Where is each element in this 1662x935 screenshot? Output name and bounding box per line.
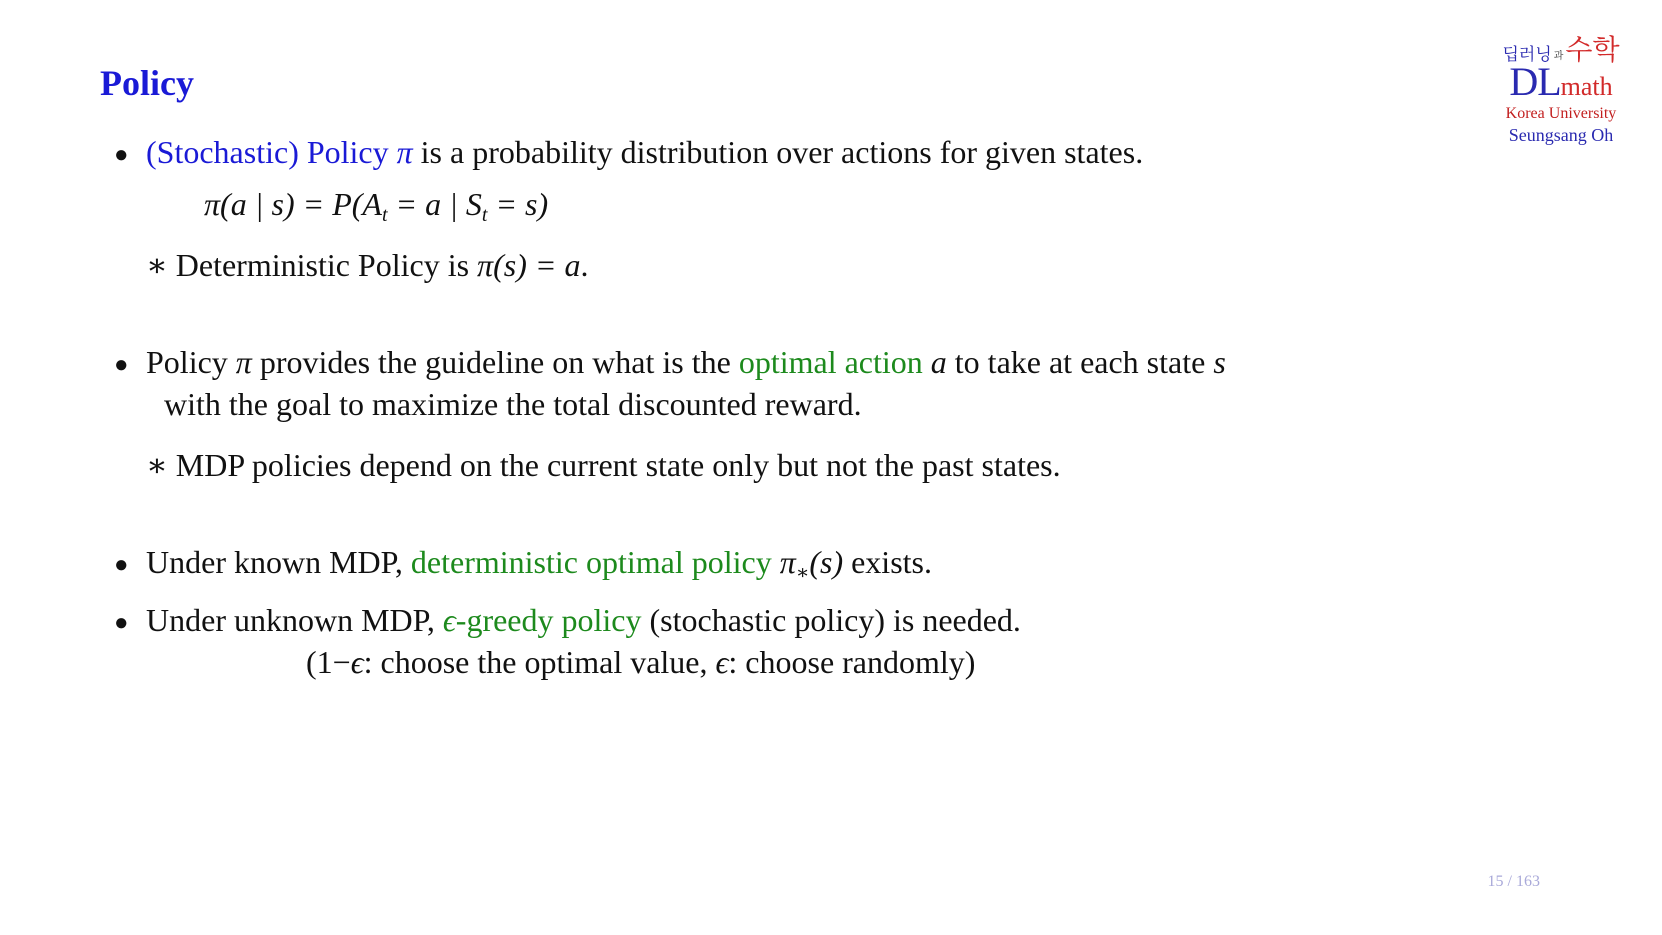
deterministic-note-suffix: .	[580, 247, 589, 283]
bullet-2-mid: provides the guideline on what is the	[259, 344, 731, 380]
bullet-marker-3: ●	[114, 552, 129, 578]
bullet-4-text	[146, 602, 1021, 639]
mdp-note: ∗ MDP policies depend on the current state only but not the past states.	[146, 447, 1061, 483]
logo-university: Korea University	[1505, 105, 1617, 122]
s-variable: s	[1213, 344, 1226, 380]
deterministic-note-prefix: ∗ Deterministic Policy is	[146, 247, 470, 283]
optimal-action-highlight: optimal action	[738, 344, 923, 380]
bullet-marker-2: ●	[114, 352, 129, 378]
pi-star-symbol: π	[779, 544, 796, 580]
logo-dlmath	[1486, 59, 1636, 104]
bullet-3-text	[146, 544, 932, 585]
logo-author: Seungsang Oh	[1508, 125, 1614, 145]
logo-korean-small: 딥러닝	[1502, 45, 1552, 65]
bullet-2-text	[146, 344, 1226, 381]
bullet-marker-1: ●	[114, 142, 129, 168]
continuation-close: : choose randomly)	[728, 644, 976, 680]
bullet-2-continuation: with the goal to maximize the total discounted reward.	[164, 386, 862, 422]
a-variable: a	[930, 344, 947, 380]
epsilon-symbol: ϵ	[442, 602, 456, 638]
stochastic-policy-label: (Stochastic) Policy	[146, 134, 389, 170]
bullet-2-before: Policy	[146, 344, 228, 380]
epsilon-1: ϵ	[350, 644, 364, 680]
pi-symbol-2: π	[235, 344, 252, 380]
pi-star-subscript: ∗	[795, 562, 810, 584]
formula-sub-1: t	[381, 204, 388, 226]
formula-sub-2: t	[481, 204, 488, 226]
bullet-4-before: Under unknown MDP,	[146, 602, 435, 638]
deterministic-note	[146, 246, 588, 284]
bullet-marker-4: ●	[114, 610, 129, 636]
logo-korean-big: 수학	[1565, 33, 1620, 66]
bullet-3-before: Under known MDP,	[146, 544, 403, 580]
bullet-2-after: to take at each state	[954, 344, 1206, 380]
deterministic-note-math: π(s) = a	[477, 247, 581, 283]
deterministic-optimal-policy-highlight: deterministic optimal policy	[410, 544, 772, 580]
logo-dl: DL	[1509, 59, 1561, 104]
epsilon-greedy-highlight: -greedy policy	[455, 602, 642, 638]
bullet-1-description: is a probability distribution over actions for given states.	[420, 134, 1144, 170]
dlmath-logo	[1486, 33, 1636, 145]
logo-math: math	[1560, 72, 1613, 101]
pi-symbol: π	[396, 134, 413, 170]
bullet-4-continuation	[306, 644, 975, 681]
bullet-1-text	[146, 134, 1143, 171]
policy-formula	[204, 186, 548, 227]
bullet-3-after: exists.	[851, 544, 932, 580]
formula-lhs: π(a | s) = P(A	[204, 186, 382, 222]
pi-star-argument: (s)	[809, 544, 844, 580]
continuation-mid: : choose the optimal value,	[363, 644, 708, 680]
page-number: 15 / 163	[1487, 873, 1540, 890]
continuation-open: (1−	[306, 644, 351, 680]
logo-korean-connector: 과	[1553, 51, 1564, 62]
formula-rhs: = s)	[487, 186, 549, 222]
slide-title: Policy	[100, 63, 194, 103]
formula-mid: = a | S	[387, 186, 482, 222]
bullet-4-after: (stochastic policy) is needed.	[649, 602, 1021, 638]
epsilon-2: ϵ	[715, 644, 729, 680]
